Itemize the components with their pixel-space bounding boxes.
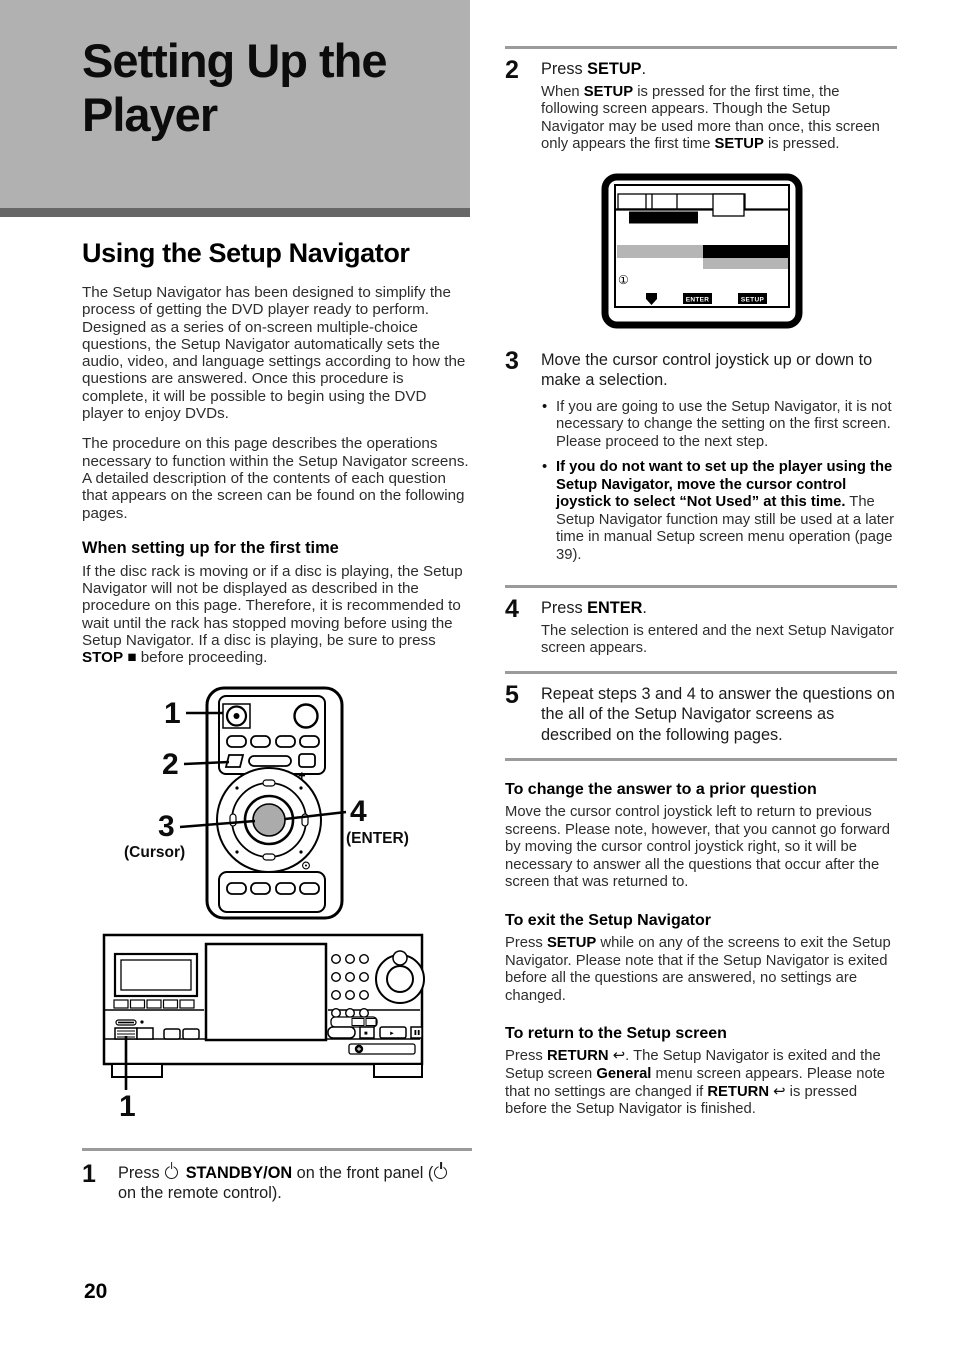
step-4-number: 4	[505, 595, 519, 623]
osd-setup-key-hint	[738, 293, 767, 304]
osd-secondary-value-bar	[703, 258, 788, 269]
step4-divider-rule	[505, 585, 897, 588]
player-foot-right	[374, 1064, 422, 1077]
chapter-title	[0, 0, 470, 141]
intro-paragraph-2: The procedure on this page describes the operations necessary to function within the Setup Navigator screens. A detailed description of the contents of each question that appears on the screen can be found on the following pages.	[82, 435, 469, 522]
osd-label-bar	[617, 245, 703, 258]
step-2-title: Press SETUP.	[541, 60, 646, 78]
left-column	[82, 238, 472, 1214]
jog-sub-buttons	[331, 1017, 377, 1027]
remote-corner-button	[299, 754, 315, 767]
osd-enter-key-hint	[683, 293, 712, 304]
first-time-heading: When setting up for the first time	[82, 538, 339, 557]
remote-callout-3: 3	[158, 809, 175, 843]
osd-info-icon: ①	[618, 272, 629, 287]
return-icon	[773, 1084, 785, 1100]
remote-control-diagram	[82, 680, 472, 926]
remote-open-close-button	[295, 704, 318, 727]
return-setup-body: Press RETURN ↩ . The Setup Navigator is exited and the Setup screen General menu screen appears. Please note that no settings are changed if RETURN ↩ is pressed before the Setup Navigator is finished.	[505, 1048, 897, 1118]
step5-divider-rule	[505, 671, 897, 674]
step-4-title: Press ENTER.	[541, 599, 647, 617]
player-front-panel-drawing	[102, 932, 437, 1122]
osd-selected-value-bar	[703, 245, 788, 258]
step-3-number: 3	[505, 346, 519, 375]
step-1-number: 1	[82, 1159, 96, 1188]
step-3-notes	[541, 399, 897, 565]
step-4	[505, 595, 897, 658]
step1-divider-rule	[82, 1148, 472, 1151]
chapter-title-line1: Setting Up the	[82, 34, 387, 87]
osd-highlighted-item	[629, 211, 698, 223]
step-2	[505, 56, 897, 154]
return-setup-heading: To return to the Setup screen	[505, 1025, 727, 1043]
remote-cursor-joystick	[217, 768, 321, 872]
exit-navigator-heading: To exit the Setup Navigator	[505, 911, 711, 929]
return-icon	[613, 1048, 625, 1064]
chapter-title-line2: Player	[82, 87, 218, 141]
osd-setup-key-label: SETUP	[740, 296, 765, 303]
step-5-number: 5	[505, 680, 519, 709]
remote-wide-button	[249, 756, 291, 766]
player-front-panel-diagram	[82, 932, 472, 1122]
step-4-body: The selection is entered and the next Setup Navigator screen appears.	[541, 622, 894, 656]
bottom-control-strip	[349, 1044, 415, 1054]
end-steps-divider-rule	[505, 758, 897, 761]
step-5	[505, 680, 897, 746]
change-answer-body: Move the cursor control joystick left to return to previous screens. Please note, however, that you cannot go forward by moving the cursor control joystick right, so it will be necessary to answer all the questions that occur after the screen that was returned to.	[505, 804, 890, 891]
page-number: 20	[84, 1280, 108, 1303]
step-3-bullet-2: • If you do not want to set up the player using the Setup Navigator, move the cursor control joystick to select “Not Used” at this time. The Setup Navigator function may still be used at a later time in manual Setup screen menu operation (page 39).	[541, 459, 897, 564]
chapter-banner	[0, 0, 470, 208]
osd-enter-key-label: ENTER	[685, 296, 710, 303]
enter-label: (ENTER)	[346, 829, 409, 847]
step-3-bullet-1: • If you are going to use the Setup Navigator, it is not necessary to change the setting on the first screen. Please proceed to the next step.	[541, 399, 897, 452]
exit-navigator-body: Press SETUP while on any of the screens to exit the Setup Navigator. Please note that if the Setup Navigator is exited before all the questions are answered, no settings are changed.	[505, 934, 891, 1004]
player-foot-left	[112, 1064, 162, 1077]
enter-center-button	[253, 804, 285, 836]
player-display-window	[115, 954, 197, 996]
plus-label: +	[298, 767, 306, 783]
step-3	[505, 346, 897, 573]
step-2-body: When SETUP is pressed for the first time, the following screen appears. Though the Setup Navigator may be used more than once, this screen only appears the first time SETUP is pressed.	[541, 83, 880, 152]
display-button-row	[114, 1000, 194, 1008]
intro-paragraph-1: The Setup Navigator has been designed to simplify the process of getting the DVD player ready to perform. Designed as a series of on-screen multiple-choice questions, the Setup Navigator automatically sets the audio, video, and language settings according to how the questions are answered. Once this procedure is complete, it will be possible to begin using the DVD player to enjoy DVDs.	[82, 284, 466, 423]
osd-active-tab	[713, 194, 744, 216]
power-icon	[165, 1166, 178, 1179]
step-3-title: Move the cursor control joystick up or down to make a selection.	[541, 350, 873, 389]
step-2-number: 2	[505, 56, 519, 84]
osd-screen-drawing	[600, 172, 805, 332]
osd-screen-diagram	[505, 172, 897, 334]
cursor-label: (Cursor)	[124, 843, 186, 861]
first-time-body: If the disc rack is moving or if a disc is playing, the Setup Navigator will not be displayed as described in the procedure on this page. Therefore, it is recommended to wait until the rack has stopped moving before using the Setup Navigator. If a disc is playing, be sure to press STOP ■ before proceeding.	[82, 562, 463, 667]
stop-button-glyph: ■	[364, 1030, 368, 1037]
remote-callout-2: 2	[162, 747, 179, 781]
remote-callout-1: 1	[164, 696, 181, 730]
power-icon	[434, 1166, 447, 1179]
remote-control-drawing	[94, 680, 424, 926]
section-heading: Using the Setup Navigator	[82, 238, 410, 268]
remote-callout-4: 4	[350, 794, 367, 828]
step-1-title: Press STANDBY/ON on the front panel ( on the remote control).	[118, 1163, 472, 1204]
right-column	[505, 46, 897, 1131]
step-1	[82, 1159, 472, 1204]
step-5-title: Repeat steps 3 and 4 to answer the questions on the all of the Setup Navigator screens as described on the following pages.	[541, 684, 895, 744]
step2-divider-rule	[505, 46, 897, 49]
player-callout-1: 1	[119, 1089, 136, 1122]
play-button-glyph: ►	[389, 1030, 395, 1037]
disc-loading-door	[206, 944, 326, 1040]
banner-underline-bar	[0, 208, 470, 217]
change-answer-heading: To change the answer to a prior question	[505, 781, 817, 798]
